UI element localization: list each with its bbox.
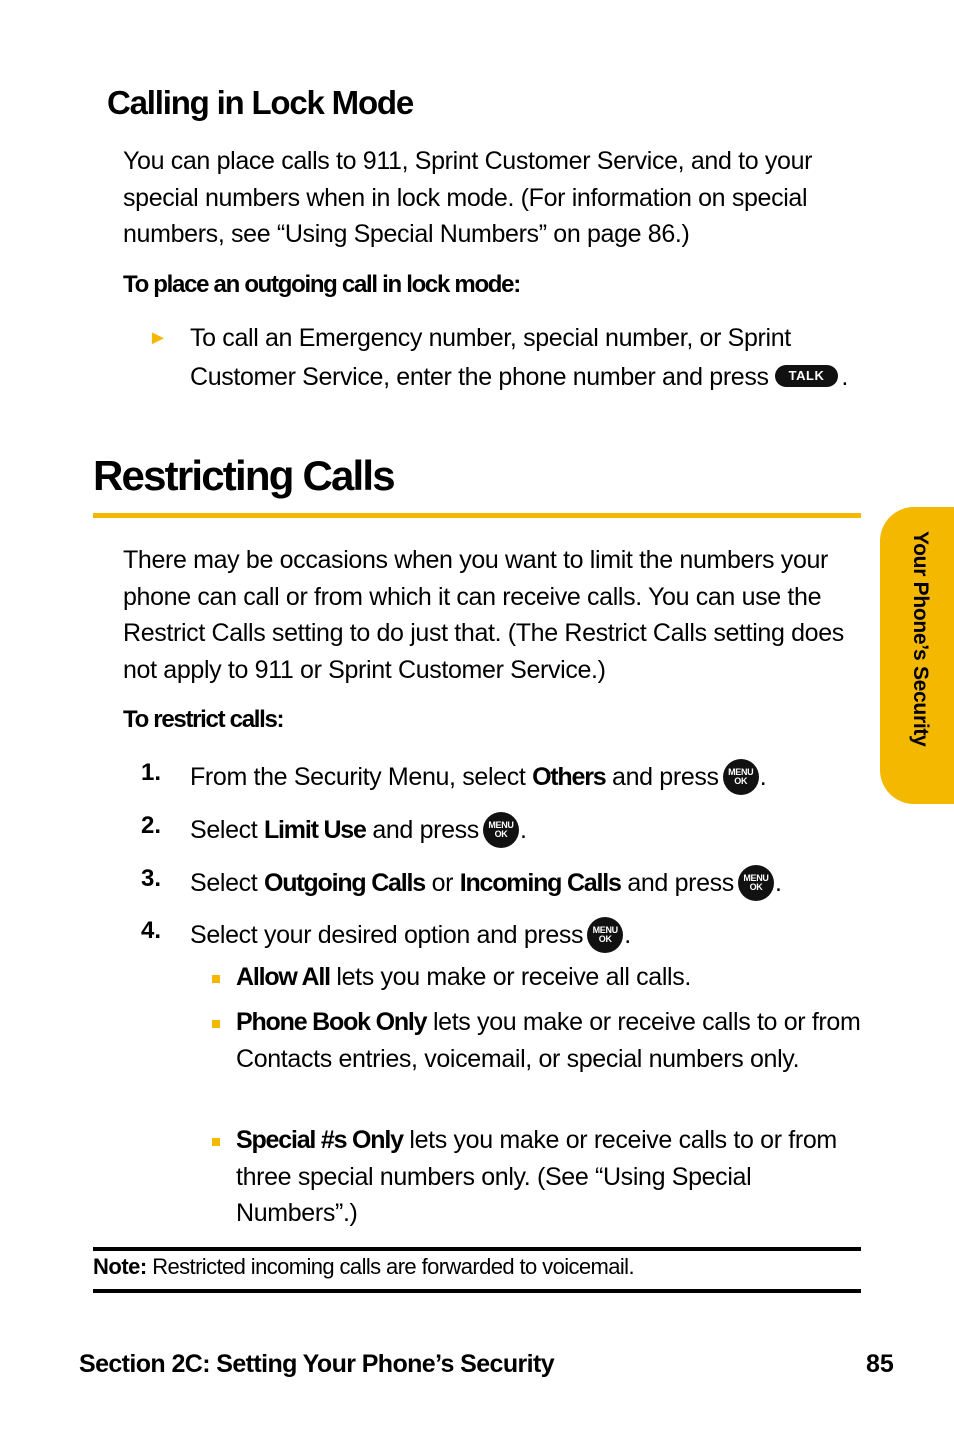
menu-key-bottom: OK [749,882,763,892]
option-description: lets you make or receive all calls. [329,963,691,991]
lock-mode-paragraph: You can place calls to 911, Sprint Customer Service, and to your special numbers when in lock mode. (For information on special numbers, see “Using Special Numbers” on page 86.) [123,147,813,248]
option-special-numbers-only [236,1122,866,1232]
step-3-text [190,865,782,904]
note-bottom-rule [93,1289,861,1293]
menu-key-top: MENU [743,873,769,883]
page-title-restricting-calls: Restricting Calls [93,452,394,499]
step-option-name: Limit Use [263,816,366,845]
option-description: lets you make or receive calls to or from three special numbers only. (See “Using Special Numbers”.) [236,1126,837,1227]
step-number: 4. [141,917,162,944]
lock-mode-bullet-text: To call an Emergency number, special number, or Sprint Customer Service, enter the phone number and press [190,324,791,391]
step-number: 1. [141,759,162,786]
talk-key-icon: TALK [775,365,839,387]
step-text-part: Select [190,869,264,898]
lock-mode-bullet [190,319,860,396]
menu-ok-key-icon [587,917,623,953]
menu-key-top: MENU [728,767,754,777]
option-name: Phone Book Only [236,1008,427,1036]
note-top-rule [93,1247,861,1251]
step-text-part: Select [190,816,264,845]
page-number: 85 [866,1350,894,1378]
section-heading-lock-mode: Calling in Lock Mode [107,84,414,121]
step-text-part: and press [365,816,479,845]
note-label: Note: [93,1254,147,1279]
restricting-paragraph: There may be occasions when you want to limit the numbers your phone can call or from which it can receive calls. You can use the Restrict Calls setting to do just that. (The Restrict Calls setting does not apply to 911 or Sprint Customer Service.) [123,546,844,684]
lock-mode-procedure-label: To place an outgoing call in lock mode: [123,271,520,298]
menu-key-top: MENU [592,925,618,935]
step-text-part: Select your desired option and press [190,921,584,950]
note [93,1254,634,1280]
step-text-end: . [519,816,527,845]
step-option-name: Outgoing Calls [263,869,425,898]
lock-mode-bullet-end: . [841,362,848,391]
heading-divider [93,513,861,518]
step-text-end: . [624,921,631,950]
step-4-text [190,917,631,956]
menu-key-bottom: OK [598,934,612,944]
menu-key-bottom: OK [734,776,748,786]
option-allow-all [236,959,866,996]
step-text-part: or [424,869,460,898]
option-name: Special #s Only [236,1126,403,1154]
menu-ok-key-icon [483,812,519,848]
step-text-end: . [774,869,782,898]
side-tab-label: Your Phone’s Security [909,531,932,747]
note-text: Restricted incoming calls are forwarded to voicemail. [146,1254,634,1279]
step-option-name: Others [532,763,606,792]
step-number: 3. [141,865,162,892]
step-option-name: Incoming Calls [459,869,621,898]
square-bullet-icon [212,1138,220,1146]
step-text-end: . [759,763,767,792]
step-text-part: and press [620,869,734,898]
triangle-bullet-icon: ► [148,327,168,349]
restricting-procedure-label: To restrict calls: [123,706,284,733]
square-bullet-icon [212,975,220,983]
step-1-text [190,759,766,798]
option-name: Allow All [236,963,330,991]
menu-ok-key-icon [723,759,759,795]
step-text-part: From the Security Menu, select [190,763,533,792]
menu-key-top: MENU [488,820,514,830]
step-2-text [190,812,527,851]
side-tab [880,507,954,804]
option-description: lets you make or receive calls to or from Contacts entries, voicemail, or special numbers only. [236,1008,861,1073]
menu-key-bottom: OK [494,829,508,839]
menu-ok-key-icon [738,865,774,901]
footer-section-title: Section 2C: Setting Your Phone’s Security [79,1350,555,1378]
option-phone-book-only [236,1004,866,1077]
square-bullet-icon [212,1020,220,1028]
step-text-part: and press [605,763,719,792]
step-number: 2. [141,812,162,839]
